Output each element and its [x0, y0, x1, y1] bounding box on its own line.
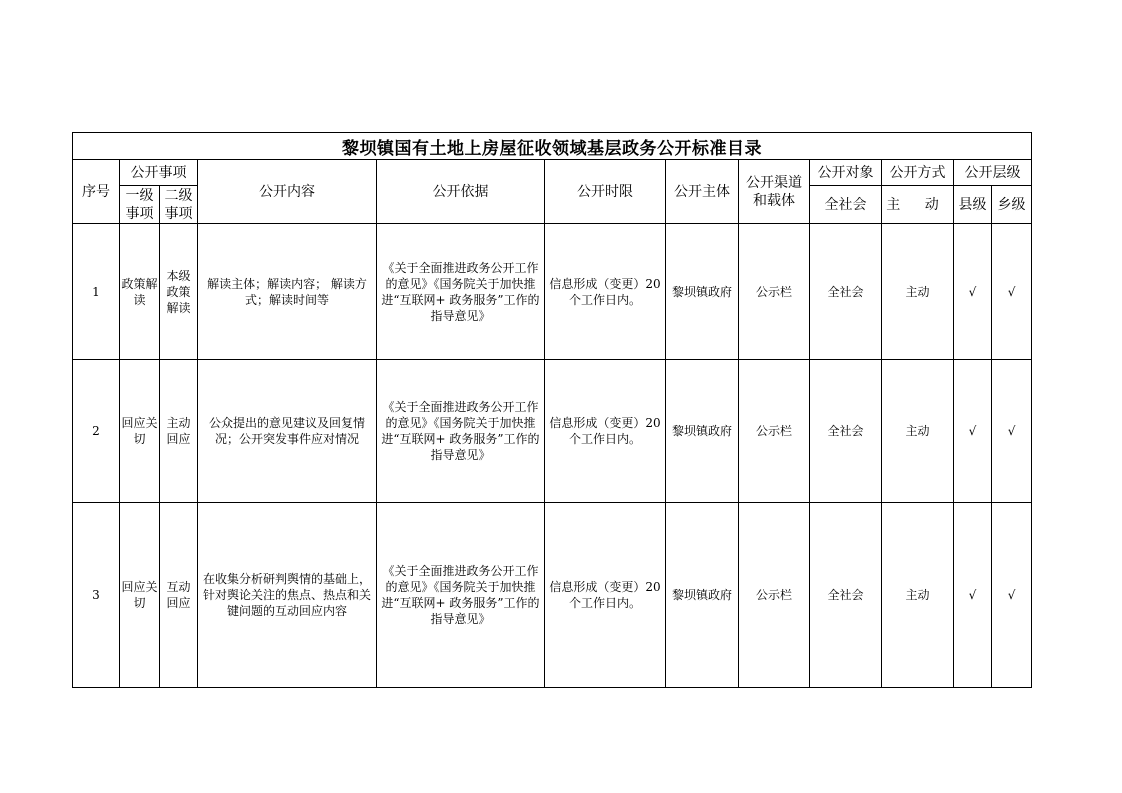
- cell-level2: 本级政策解读: [160, 224, 198, 360]
- cell-county: √: [954, 224, 992, 360]
- header-method: 公开方式: [882, 160, 954, 186]
- cell-county: √: [954, 503, 992, 688]
- cell-content: 在收集分析研判舆情的基础上，针对舆论关注的焦点、热点和关键问题的互动回应内容: [198, 503, 377, 688]
- cell-subject: 黎坝镇政府: [666, 503, 739, 688]
- cell-method: 主动: [882, 503, 954, 688]
- header-seq: 序号: [73, 160, 120, 224]
- header-method-sub: 主 动: [882, 186, 954, 224]
- cell-subject: 黎坝镇政府: [666, 224, 739, 360]
- header-level2: 二级事项: [160, 186, 198, 224]
- cell-township: √: [992, 503, 1032, 688]
- header-basis: 公开依据: [377, 160, 545, 224]
- cell-subject: 黎坝镇政府: [666, 360, 739, 503]
- cell-level1: 回应关切: [120, 360, 160, 503]
- cell-level1: 政策解读: [120, 224, 160, 360]
- header-target-sub: 全社会: [810, 186, 882, 224]
- cell-basis: 《关于全面推进政务公开工作的意见》《国务院关于加快推进“互联网+ 政务服务”工作的指导意见》: [377, 503, 545, 688]
- table-title: 黎坝镇国有土地上房屋征收领域基层政务公开标准目录: [73, 133, 1032, 160]
- cell-target: 全社会: [810, 360, 882, 503]
- table-row: [73, 360, 1032, 503]
- header-matter: 公开事项: [120, 160, 198, 186]
- table-row: [73, 224, 1032, 360]
- cell-seq: 2: [73, 360, 120, 503]
- table-row: [73, 503, 1032, 688]
- cell-county: √: [954, 360, 992, 503]
- cell-time-limit: 信息形成（变更）20个工作日内。: [545, 503, 666, 688]
- header-township: 乡级: [992, 186, 1032, 224]
- cell-channel: 公示栏: [739, 224, 810, 360]
- header-tier: 公开层级: [954, 160, 1032, 186]
- header-level1: 一级事项: [120, 186, 160, 224]
- cell-township: √: [992, 360, 1032, 503]
- cell-level2: 互动回应: [160, 503, 198, 688]
- header-county: 县级: [954, 186, 992, 224]
- header-subject: 公开主体: [666, 160, 739, 224]
- header-time-limit: 公开时限: [545, 160, 666, 224]
- disclosure-catalog-table: [72, 132, 1032, 688]
- cell-method: 主动: [882, 224, 954, 360]
- header-content: 公开内容: [198, 160, 377, 224]
- header-channel: 公开渠道和载体: [739, 160, 810, 224]
- cell-content: 公众提出的意见建议及回复情况；公开突发事件应对情况: [198, 360, 377, 503]
- cell-seq: 3: [73, 503, 120, 688]
- cell-township: √: [992, 224, 1032, 360]
- cell-time-limit: 信息形成（变更）20个工作日内。: [545, 360, 666, 503]
- cell-basis: 《关于全面推进政务公开工作的意见》《国务院关于加快推进“互联网+ 政务服务”工作的指导意见》: [377, 224, 545, 360]
- cell-time-limit: 信息形成（变更）20个工作日内。: [545, 224, 666, 360]
- cell-channel: 公示栏: [739, 503, 810, 688]
- cell-content: 解读主体；解读内容； 解读方式；解读时间等: [198, 224, 377, 360]
- cell-seq: 1: [73, 224, 120, 360]
- catalog-sheet: [72, 132, 1032, 688]
- cell-basis: 《关于全面推进政务公开工作的意见》《国务院关于加快推进“互联网+ 政务服务”工作的指导意见》: [377, 360, 545, 503]
- cell-level1: 回应关切: [120, 503, 160, 688]
- header-target: 公开对象: [810, 160, 882, 186]
- cell-channel: 公示栏: [739, 360, 810, 503]
- cell-target: 全社会: [810, 224, 882, 360]
- cell-target: 全社会: [810, 503, 882, 688]
- cell-method: 主动: [882, 360, 954, 503]
- cell-level2: 主动回应: [160, 360, 198, 503]
